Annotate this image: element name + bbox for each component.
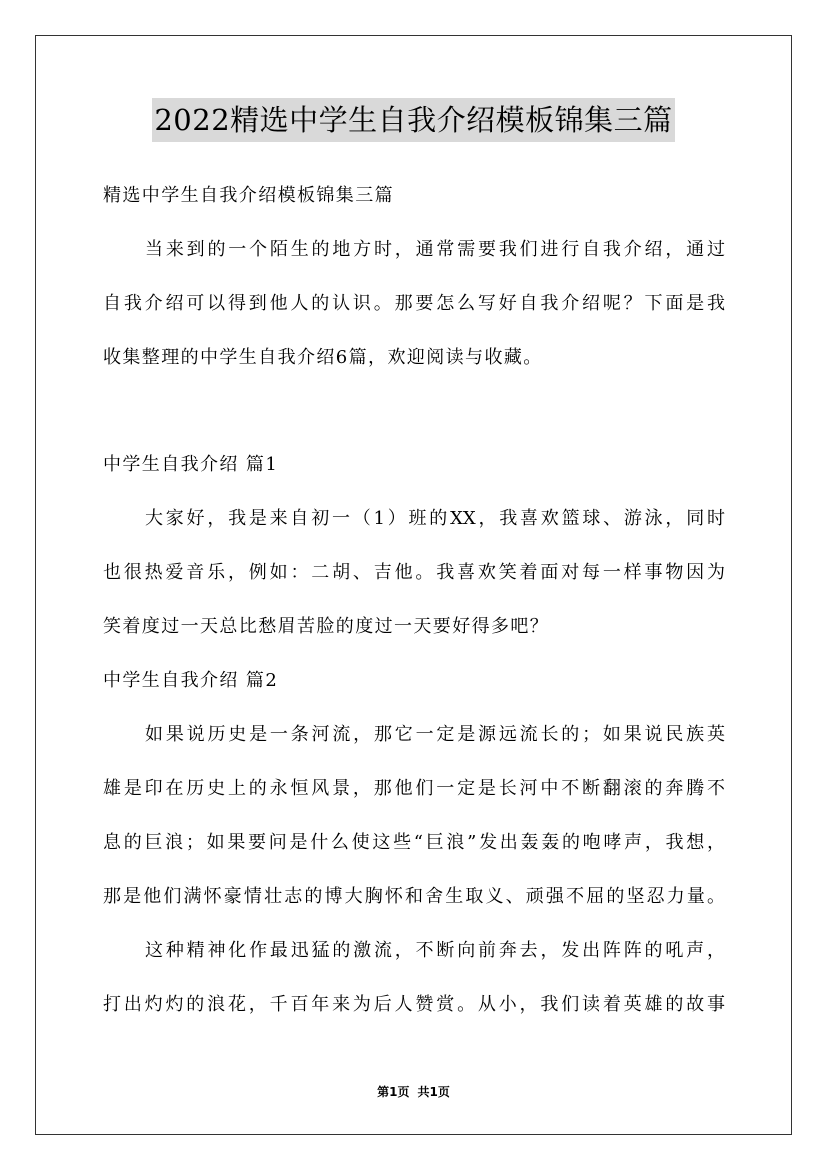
document-title-text: 2022精选中学生自我介绍模板锦集三篇 [152, 98, 674, 142]
section-1-heading: 中学生自我介绍 篇1 [103, 454, 279, 475]
page-number: 第1页 [377, 1085, 410, 1099]
section-2-line-1: 如果说历史是一条河流，那它一定是源远流长的；如果说民族英 [145, 724, 725, 745]
section-1-line-2: 也很热爱音乐，例如：二胡、吉他。我喜欢笑着面对每一样事物因为 [103, 562, 725, 583]
section-1-line-3: 笑着度过一天总比愁眉苦脸的度过一天要好得多吧？ [103, 616, 550, 637]
page-footer [0, 1084, 827, 1100]
section-2-line-5: 这种精神化作最迅猛的激流，不断向前奔去，发出阵阵的吼声， [145, 940, 725, 961]
page-total: 共1页 [417, 1085, 450, 1099]
section-2-line-4: 那是他们满怀豪情壮志的博大胸怀和舍生取义、顽强不屈的坚忍力量。 [103, 886, 725, 907]
section-2-line-2: 雄是印在历史上的永恒风景，那他们一定是长河中不断翻滚的奔腾不 [103, 778, 725, 799]
intro-line-3: 收集整理的中学生自我介绍6篇，欢迎阅读与收藏。 [103, 347, 543, 368]
section-1-line-1: 大家好，我是来自初一（1）班的XX，我喜欢篮球、游泳，同时 [145, 508, 725, 529]
intro-line-1: 当来到的一个陌生的地方时，通常需要我们进行自我介绍，通过 [145, 239, 725, 260]
document-subtitle: 精选中学生自我介绍模板锦集三篇 [103, 185, 394, 206]
section-2-line-3: 息的巨浪；如果要问是什么使这些“巨浪”发出轰轰的咆哮声，我想， [103, 832, 725, 853]
section-2-heading: 中学生自我介绍 篇2 [103, 670, 279, 691]
intro-line-2: 自我介绍可以得到他人的认识。那要怎么写好自我介绍呢？下面是我 [103, 293, 725, 314]
section-2-line-6: 打出灼灼的浪花，千百年来为后人赞赏。从小，我们读着英雄的故事 [103, 994, 725, 1015]
document-title [0, 98, 827, 142]
